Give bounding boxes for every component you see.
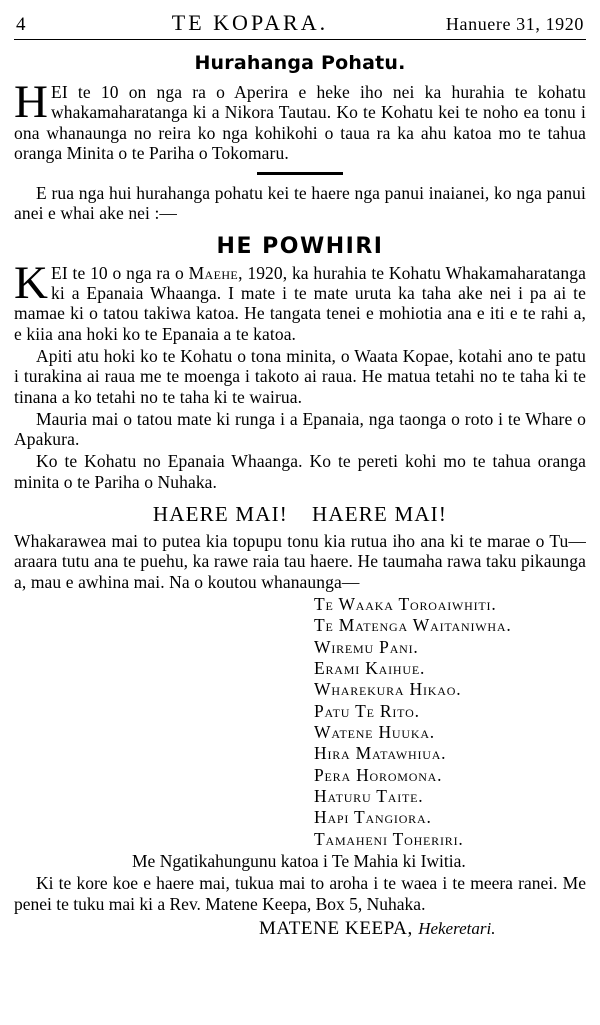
list-item: Pera Horomona. (314, 764, 443, 785)
list-item: Hira Matawhiua. (314, 743, 447, 764)
article2-paragraph-3: Mauria mai o tatou mate ki runga i a Epanaia, nga taonga o roto i te Whare o Apakura. (14, 408, 586, 450)
issue-date: Hanuere 31, 1920 (445, 14, 584, 34)
article1-paragraph-1 (14, 76, 586, 163)
article2-paragraph-1-text-b: , 1920, ka hurahia te Kohatu Whakamaharatanga ki a Epanaia Whaanga. I mate i te mate uruta ka taha ake nei i pa ai te mamae ki o tatou takiwa katoa. He tangata tenei e mohiotia ana e iti e te rahi a, e kiia ana hoki ko te Epanaia a te katoa. (14, 262, 586, 344)
article2-month-smallcaps: Maehe (188, 262, 239, 283)
haere-mai-call (14, 502, 586, 527)
article1-paragraph-1-text: EI te 10 on nga ra o Aperira e heke iho nei ka hurahia te kohatu whakamaharatanga ki a Nikora Tautau. Ko te Kohatu kei te noho ea tonu i ona whanaunga no reira ko nga kohikohi o taua ra ka ahu katoa mo te tahua oranga Minita o te Pariha o Tokomaru. (14, 82, 586, 163)
list-item: Hapi Tangiora. (314, 807, 432, 828)
article2-paragraph-5: Whakarawea mai to putea kia topupu tonu kia rutua iho ana ki te marae o Tu—araara tutu ana te puehu, ka rawe raia tau haere. He taumaha rawa taku pikaunga a, mau e awhina mai. Na o koutou whanaunga— (14, 531, 586, 592)
masthead-rule (14, 39, 586, 40)
article-heading-he-powhiri: HE POWHIRI (216, 233, 384, 259)
list-item: Haturu Taite. (314, 786, 424, 807)
signature-list (14, 594, 586, 850)
list-item: Te Waaka Toroaiwhiti. (314, 593, 497, 614)
signoff (14, 918, 586, 940)
signoff-role: Hekeretari. (418, 918, 496, 938)
list-item: Wharekura Hikao. (314, 679, 462, 700)
list-item: Patu Te Rito. (314, 700, 420, 721)
list-item: Erami Kaihue. (314, 657, 426, 678)
signature-tail: Me Ngatikahungunu katoa i Te Mahia ki Iwitia. (132, 851, 466, 872)
article2-paragraph-1 (14, 256, 586, 344)
publication-title: TE KOPARA. (171, 10, 329, 35)
list-item: Tamaheni Toheriri. (314, 828, 464, 849)
page-folio: 4 (16, 14, 26, 35)
list-item: Watene Huuka. (314, 722, 435, 742)
haere-mai-left: HAERE MAI! (152, 502, 288, 527)
haere-mai-right: HAERE MAI! (312, 502, 448, 527)
article2-paragraph-1-text-a: EI te 10 o nga ra o (51, 262, 189, 283)
article2-paragraph-4: Ko te Kohatu no Epanaia Whaanga. Ko te pereti kohi mo te tahua oranga minita o te Pariha o Nuhaka. (14, 451, 586, 492)
article2-closing-paragraph: Ki te kore koe e haere mai, tukua mai to aroha i te waea i te meera ranei. Me penei te tuku mai ki a Rev. Matene Keepa, Box 5, Nuhaka. (14, 873, 586, 914)
list-item: Te Matenga Waitaniwha. (314, 615, 512, 636)
dropcap-k: K (14, 256, 49, 309)
signoff-name: MATENE KEEPA, (259, 917, 413, 939)
list-item: Wiremu Pani. (314, 636, 419, 657)
article-heading-hurahanga-pohatu: Hurahanga Pohatu. (194, 52, 406, 74)
article1-paragraph-2: E rua nga hui hurahanga pohatu kei te haere nga panui inaianei, ko nga panui anei e whai ake nei :— (14, 183, 586, 224)
masthead (14, 10, 586, 36)
dropcap-h: H (14, 76, 49, 128)
section-divider (257, 172, 343, 175)
article2-paragraph-2: Apiti atu hoki ko te Kohatu o tona minita, o Waata Kopae, kotahi ano te patu i turakina ai raua me te moenga i takoto ai raua. He matua tetahi no te taha ki te tinana a ko tetahi no te taha ki te wairua. (14, 345, 586, 407)
